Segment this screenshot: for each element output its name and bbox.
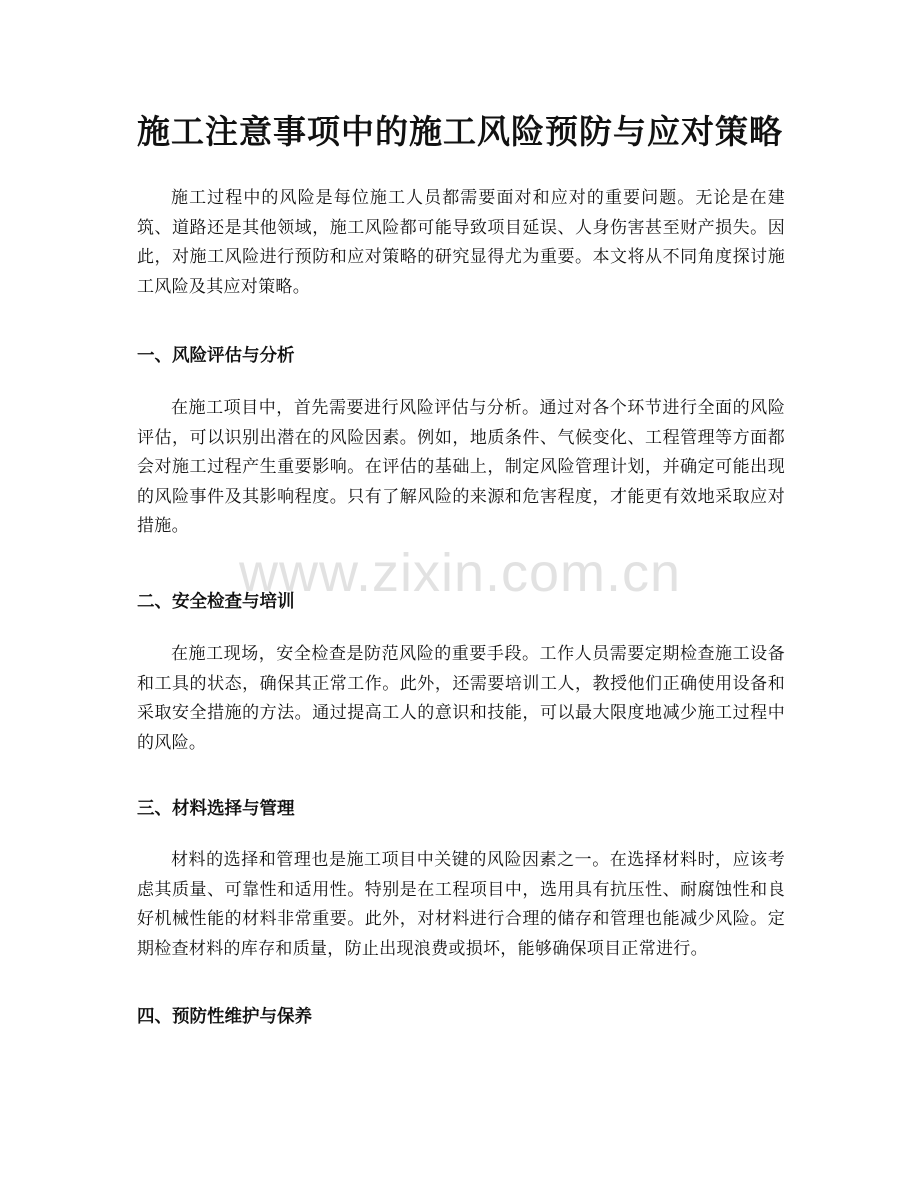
section-body-2: 在施工现场，安全检查是防范风险的重要手段。工作人员需要定期检查施工设备和工具的状态，确保其正常工作。此外，还需要培训工人，教授他们正确使用设备和采取安全措施的方法。通过提高工人的意识和技能，可以最大限度地减少施工过程中的风险。	[137, 644, 785, 753]
intro-paragraph: 施工过程中的风险是每位施工人员都需要面对和应对的重要问题。无论是在建筑、道路还是其他领域，施工风险都可能导致项目延误、人身伤害甚至财产损失。因此，对施工风险进行预防和应对策略的研究显得尤为重要。本文将从不同角度探讨施工风险及其应对策略。	[137, 188, 785, 297]
document-title: 施工注意事项中的施工风险预防与应对策略	[137, 112, 783, 151]
section-heading-1: 一、风险评估与分析	[137, 346, 295, 366]
watermark: www.zixin.com.cn	[238, 543, 682, 603]
section-heading-4: 四、预防性维护与保养	[137, 1007, 312, 1027]
section-body-1: 在施工项目中，首先需要进行风险评估与分析。通过对各个环节进行全面的风险评估，可以识别出潜在的风险因素。例如，地质条件、气候变化、工程管理等方面都会对施工过程产生重要影响。在评估的基础上，制定风险管理计划，并确定可能出现的风险事件及其影响程度。只有了解风险的来源和危害程度，才能更有效地采取应对措施。	[137, 398, 785, 536]
section-heading-3: 三、材料选择与管理	[137, 799, 295, 819]
section-body-3: 材料的选择和管理也是施工项目中关键的风险因素之一。在选择材料时，应该考虑其质量、可靠性和适用性。特别是在工程项目中，选用具有抗压性、耐腐蚀性和良好机械性能的材料非常重要。此外，对材料进行合理的储存和管理也能减少风险。定期检查材料的库存和质量，防止出现浪费或损坏，能够确保项目正常进行。	[137, 850, 785, 959]
section-heading-2: 二、安全检查与培训	[137, 592, 295, 612]
